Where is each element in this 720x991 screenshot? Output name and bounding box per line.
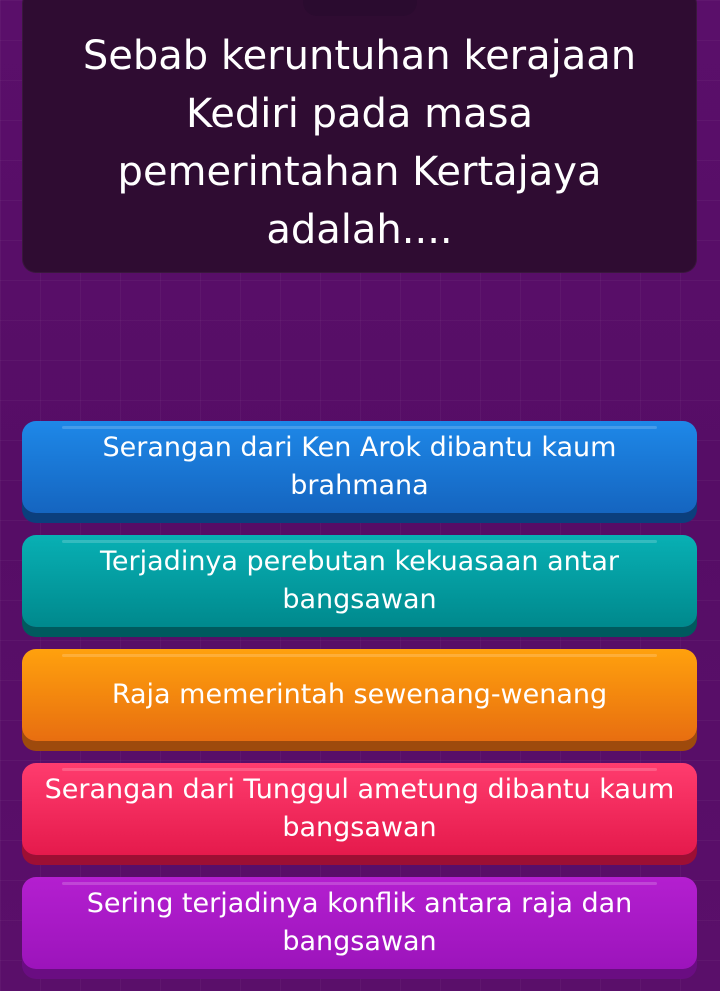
answer-option-4[interactable]: [22, 763, 697, 855]
answer-option-label: Raja memerintah sewenang-wenang: [111, 679, 608, 710]
question-card: [22, 0, 697, 273]
answer-option-label: Sering terjadinya konflik antara raja dan bangsawan: [86, 888, 633, 957]
answer-option-3[interactable]: [22, 649, 697, 741]
answer-option-label: Serangan dari Tunggul ametung dibantu kaum bangsawan: [44, 774, 675, 843]
answer-option-2[interactable]: [22, 535, 697, 627]
top-tab: [303, 0, 417, 16]
question-text: Sebab keruntuhan kerajaan Kediri pada masa pemerintahan Kertajaya adalah....: [82, 32, 637, 253]
answer-option-label: Serangan dari Ken Arok dibantu kaum brahmana: [102, 432, 617, 501]
answer-option-5[interactable]: [22, 877, 697, 969]
answer-option-label: Terjadinya perebutan kekuasaan antar bangsawan: [100, 546, 619, 615]
answer-option-1[interactable]: [22, 421, 697, 513]
